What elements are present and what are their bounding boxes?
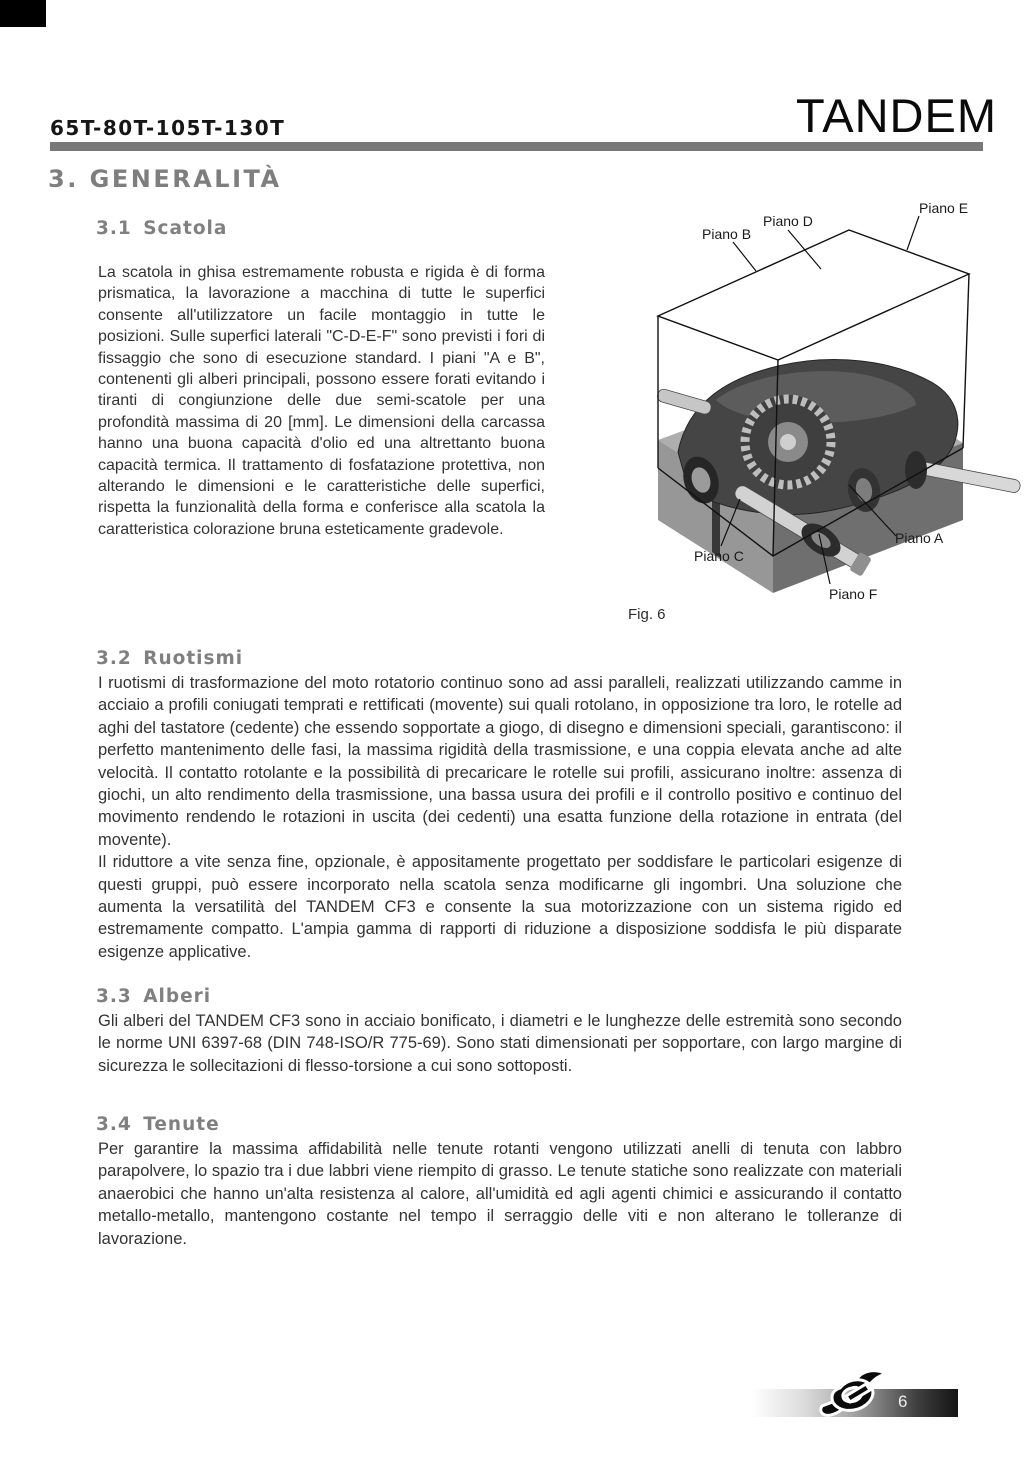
- ruotismi-paragraph-2: Il riduttore a vite senza fine, opzionale, è appositamente progettato per soddisfare le particolari esigenze di questi gruppi, può essere incorporato nella scatola senza modificarne gli ingombri. Una soluzione che aumenta la versatilità del TANDEM CF3 e consente la sua motorizzazione con un sistema rigido ed estremamente compatto. L'ampia gamma di rapporti di riduzione a disposizione soddisfa le più disparate esigenze applicative.: [98, 853, 902, 961]
- section-heading-tenute: 3.4 Tenute: [96, 1114, 220, 1135]
- section-heading-ruotismi: 3.2 Ruotismi: [96, 648, 244, 669]
- section-heading-scatola: 3.1 Scatola: [96, 218, 228, 239]
- figure-label-piano-d: Piano D: [763, 213, 813, 229]
- figure-caption: Fig. 6: [628, 606, 666, 623]
- gearbox-figure-drawing: [616, 190, 1033, 642]
- header-model-range: 65T-80T-105T-130T: [50, 116, 286, 140]
- page-number: 6: [898, 1392, 908, 1411]
- figure-label-piano-f: Piano F: [829, 586, 878, 602]
- section-heading-alberi: 3.3 Alberi: [96, 986, 212, 1007]
- chapter-title: 3. GENERALITÀ: [48, 165, 282, 193]
- header-rule: [50, 142, 983, 151]
- brand-logo-text: TANDEM: [796, 89, 997, 142]
- figure-label-piano-e: Piano E: [919, 200, 969, 216]
- section-body-ruotismi: [98, 672, 902, 963]
- manufacturer-logo: [816, 1366, 892, 1420]
- section-body-tenute: Per garantire la massima affidabilità nelle tenute rotanti vengono utilizzati anelli di tenuta con labbro parapolvere, lo spazio tra i due labbri viene riempito di grasso. Le tenute statiche sono realizzate con materiali anaerobici che hanno un'alta resistenza al calore, all'umidità ed agli agenti chimici e assicurando il contatto metallo-metallo, mantengono costante nel tempo il serraggio delle viti e non alterano le tolleranze di lavorazione.: [98, 1140, 902, 1248]
- ruotismi-paragraph-1: I ruotismi di trasformazione del moto rotatorio continuo sono ad assi paralleli, realizzati utilizzando camme in acciaio a profili coniugati temprati e rettificati (movente) sui quali rotolano, in opposizione tra loro, le rotelle ad aghi del tastatore (cedente) che essendo sopportate a giogo, di disegno e dimensioni speciali, garantiscono: il perfetto mantenimento delle fasi, la massima rigidità della trasmissione, e una coppia elevata anche ad alte velocità. Il contatto rotolante e la possibilità di precaricare le rotelle sui profili, assicurano inoltre: assenza di giochi, un alto rendimento della trasmissione, una bassa usura dei profili e il controllo positivo e continuo del movimento rendendo le rotazioni in uscita (dei cedenti) una esatta funzione della rotazione in entrata (del movente).: [98, 674, 902, 849]
- figure-label-piano-c: Piano C: [694, 548, 744, 564]
- section-body-alberi: Gli alberi del TANDEM CF3 sono in acciaio bonificato, i diametri e le lunghezze delle estremità sono secondo le norme UNI 6397-68 (DIN 748-ISO/R 775-69). Sono stati dimensionati per sopportare, con largo margine di sicurezza le sollecitazioni di flesso-torsione a cui sono sottoposti.: [98, 1012, 902, 1075]
- print-corner-mark: [0, 0, 46, 27]
- figure-6: [616, 190, 1033, 642]
- figure-label-piano-a: Piano A: [895, 530, 944, 546]
- section-body-scatola: La scatola in ghisa estremamente robusta e rigida è di forma prismatica, la lavorazione a macchina di tutte le superfici consente all'utilizzatore un facile montaggio in tutte le posizioni. Sulle superfici laterali "C-D-E-F" sono previsti i fori di fissaggio che sono di esecuzione standard. I piani "A e B", contenenti gli alberi principali, possono essere forati evitando i tiranti di congiunzione delle due semi-scatole per una profondità massima di 20 [mm]. Le dimensioni della carcassa hanno una buona capacità d'olio ed una altrettanto buona capacità termica. Il trattamento di fosfatazione protettiva, non alterando le dimensioni e le caratteristiche delle superfici, rispetta la funzionalità della forma e conferisce alla scatola la caratteristica colorazione bruna esteticamente gradevole.: [98, 264, 545, 538]
- figure-label-piano-b: Piano B: [702, 226, 752, 242]
